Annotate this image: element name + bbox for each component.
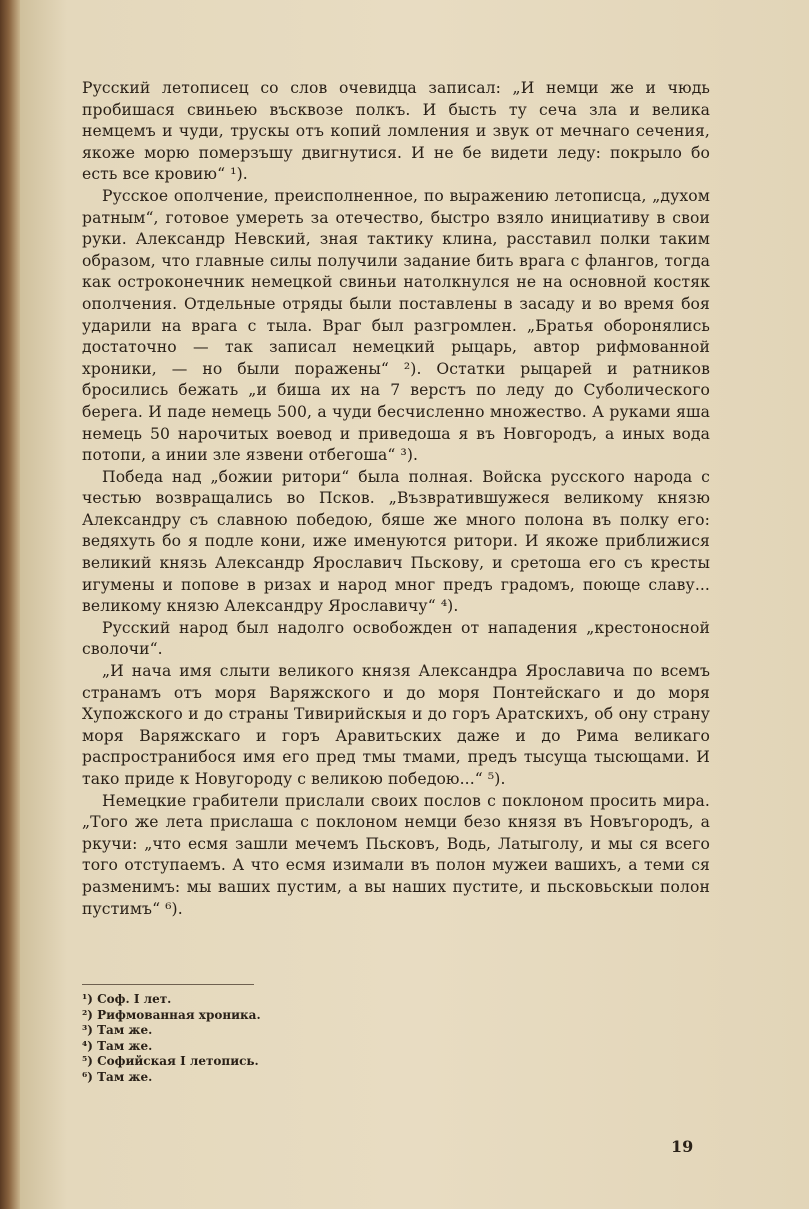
- main-text: [82, 78, 710, 920]
- book-spine-shadow: [0, 0, 20, 1209]
- page-number: 19: [671, 1137, 694, 1156]
- paragraph-2: Русское ополчение, преисполненное, по выражению летописца, „духом ратным“, готовое умереть за отечество, быстро взяло инициативу в свои руки. Александр Невский, зная тактику клина, расставил полки таким образом, что главные силы получили задание бить врага с флангов, тогда как остроконечник немецкой свиньи натолкнулся не на основной костяк ополчения. Отдельные отряды были поставлены в засаду и во время боя ударили на врага с тыла. Враг был разгромлен. „Братья оборонялись достаточно — так записал немецкий рыцарь, автор рифмованной хроники, — но были поражены“ ²). Остатки рыцарей и ратников бросились бежать „и биша их на 7 верстъ по леду до Суболического берега. И паде немець 500, а чуди бесчисленно множество. А руками яша немець 50 нарочитых воевод и приведоша я въ Новгородъ, а иных вода потопи, а инии зле язвени отбегоша“ ³).: [82, 186, 710, 465]
- paragraph-6: Немецкие грабители прислали своих послов с поклоном просить мира. „Того же лета прислаша с поклоном немци безо князя въ Новъгородъ, а ркучи: „что есмя зашли мечемъ Пьсковъ, Водь, Латыголу, и мы ся всего того отступаемъ. А что есмя изимали въ полон мужеи вашихъ, а теми ся разменимъ: мы ваших пустим, а вы наших пустите, и пьсковьскыи полон пустимъ“ ⁶).: [82, 791, 710, 918]
- footnotes: [82, 992, 482, 1086]
- book-page: [20, 0, 809, 1209]
- paragraph-3: Победа над „божии ритори“ была полная. Войска русского народа с честью возвращались во Псков. „Възвратившужеся великому князю Александру съ славною победою, бяше же много полона въ полку его: ведяхуть бо я подле кони, иже именуются ритори. И якоже приближися великий князь Александр Ярославич Пьскову, и сретоша его съ кресты игумены и попове в ризах и народ мног предъ градомъ, поюще славу... великому князю Александру Ярославичу“ ⁴).: [82, 467, 710, 616]
- paragraph-1: Русский летописец со слов очевидца записал: „И немци же и чюдь пробишася свиньею въсквозе полкъ. И бысть ту сеча зла и велика немцемъ и чуди, трускы отъ копий ломления и звук от мечнаго сечения, якоже морю померзъшу двигнутися. И не бе видети леду: покрыло бо есть все кровию“ ¹).: [82, 79, 710, 184]
- paragraph-5: „И нача имя слыти великого князя Александра Ярославича по всемъ странамъ отъ моря Варяжского и до моря Понтейскаго и до моря Хупожского и до страны Тивирийскыя и до горъ Аратскихъ, об ону страну моря Варяжскаго и горъ Аравитьских даже и до Рима великаго распространибося имя его пред тмы тмами, предъ тысуща тысющами. И тако приде к Новугороду с великою победою...“ ⁵).: [82, 662, 710, 788]
- footnote-4: ⁴) Там же.: [82, 1038, 153, 1053]
- footnote-5: ⁵) Софийская I летопись.: [82, 1054, 259, 1069]
- footnote-6: ⁶) Там же.: [82, 1069, 153, 1084]
- footnote-1: ¹) Соф. I лет.: [82, 992, 172, 1006]
- footnote-3: ³) Там же.: [82, 1023, 153, 1038]
- paragraph-4: Русский народ был надолго освобожден от нападения „крестоносной сволочи“.: [82, 618, 710, 659]
- footnote-divider: [82, 984, 254, 985]
- footnote-2: ²) Рифмованная хроника.: [82, 1007, 261, 1022]
